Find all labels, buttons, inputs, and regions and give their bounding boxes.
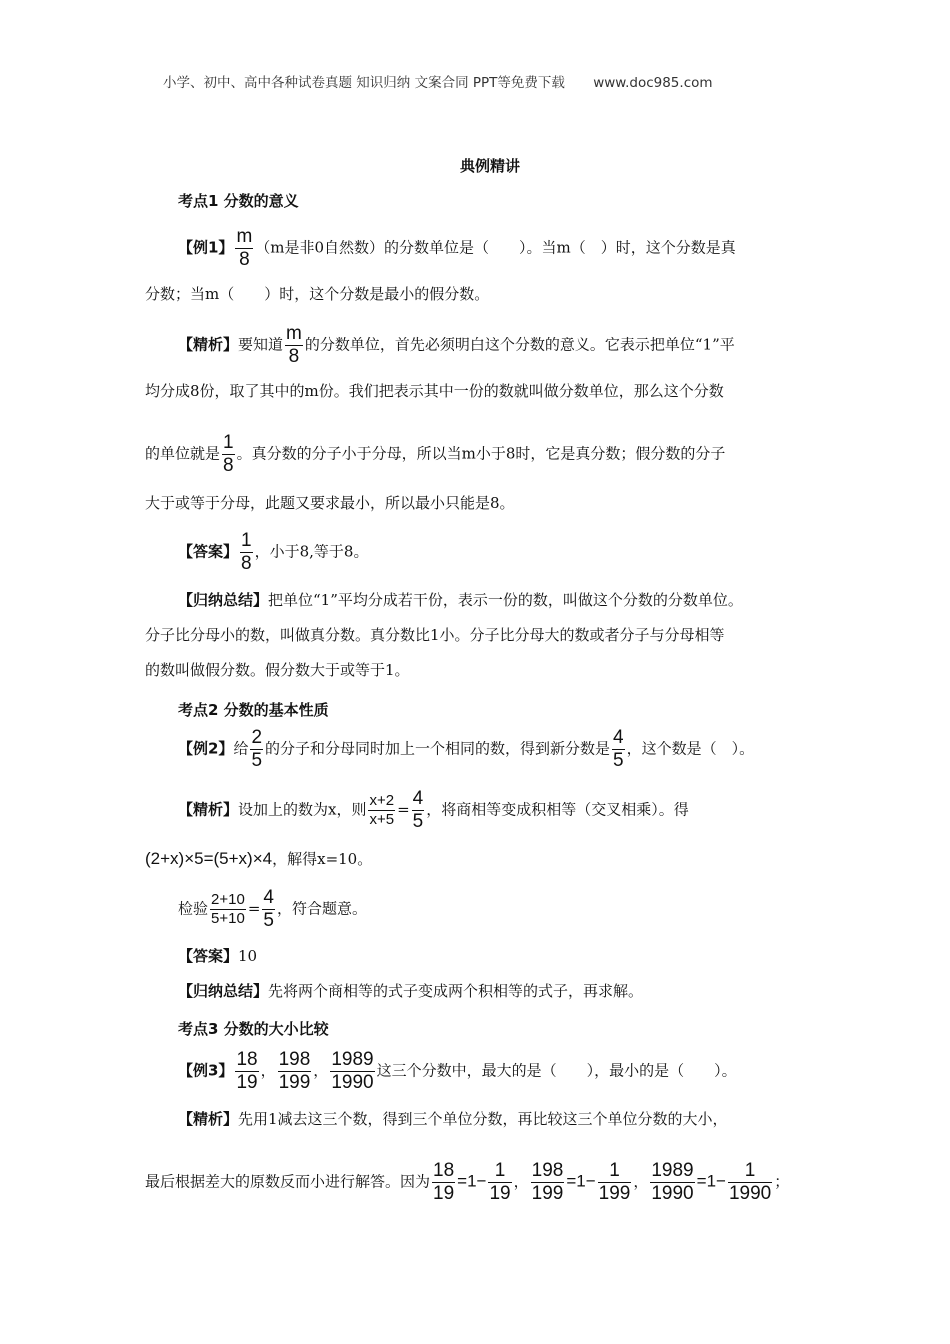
summary-2: 【归纳总结】先将两个商相等的式子变成两个积相等的式子，再求解。 — [178, 982, 644, 1000]
fraction: $\frac{4}{5}$ — [613, 727, 624, 771]
answer-tag: 【答案】 — [178, 947, 239, 965]
fraction: $\frac{1}{1990}$ — [728, 1160, 772, 1204]
answer-2: 【答案】10 — [178, 947, 258, 965]
header-text: 小学、初中、高中各种试卷真题 知识归纳 文案合同 PPT等免费下载 — [163, 75, 565, 91]
example-3: 【例3】 $\frac{18}{19}$ ， $\frac{198}{199}$ ， $\frac{1989}{1990}$ 这三个分数中，最大的是（ ），最小的是（ ）。 — [178, 1049, 737, 1093]
fraction: $\frac{1989}{1990}$ — [331, 1049, 374, 1093]
analysis-2-line2: (2+x)×5=(5+x)×4，解得x=10。 — [145, 849, 373, 868]
summary-tag: 【归纳总结】 — [178, 982, 269, 1000]
fraction: $\frac{m}{8}$ — [286, 323, 302, 367]
fraction: $\frac{2}{5}$ — [251, 727, 263, 771]
fraction: $\frac{1}{8}$ — [223, 432, 234, 476]
section-3-heading: 考点3 分数的大小比较 — [178, 1020, 329, 1038]
fraction: $\frac{x+2}{x+5}$ — [369, 792, 395, 828]
analysis-1-line3: 的单位就是 $\frac{1}{8}$ 。真分数的分子小于分母，所以当m小于8时，它是真分数；假分数的分子 — [145, 432, 726, 476]
section-1-heading: 考点1 分数的意义 — [178, 192, 299, 210]
fraction: $\frac{198}{199}$ — [278, 1049, 311, 1093]
example-text: （m是非0自然数）的分数单位是（ ）。当m（ ）时，这个分数是真 — [255, 238, 736, 257]
page-title: 典例精讲 — [460, 157, 521, 175]
fraction: $\frac{1}{199}$ — [598, 1160, 631, 1204]
summary-tag: 【归纳总结】 — [178, 591, 269, 609]
summary-1-line2: 分子比分母小的数，叫做真分数。真分数比1小。分子比分母大的数或者分子与分母相等 — [145, 626, 725, 644]
fraction: $\frac{18}{19}$ — [236, 1049, 258, 1093]
example-tag: 【例3】 — [178, 1061, 234, 1080]
fraction: $\frac{18}{19}$ — [433, 1160, 455, 1204]
answer-1: 【答案】 $\frac{1}{8}$ ，小于8,等于8。 — [178, 530, 369, 574]
analysis-tag: 【精析】 — [178, 335, 239, 354]
answer-tag: 【答案】 — [178, 542, 239, 561]
page-header — [163, 71, 713, 91]
equation: (2+x)×5=(5+x)×4 — [145, 849, 273, 868]
fraction: $\frac{1}{19}$ — [489, 1160, 511, 1204]
section-2-heading: 考点2 分数的基本性质 — [178, 701, 329, 719]
fraction: $\frac{m}{8}$ — [236, 226, 253, 270]
analysis-2: 【精析】设加上的数为x，则 $\frac{x+2}{x+5}$ = $\frac{4}{5}$ ，将商相等变成积相等（交叉相乘）。得 — [178, 788, 689, 832]
analysis-3: 【精析】先用1减去这三个数，得到三个单位分数，再比较这三个单位分数的大小， — [178, 1110, 728, 1128]
fraction: $\frac{4}{5}$ — [263, 887, 274, 931]
check-2: 检验 $\frac{2+10}{5+10}$ = $\frac{4}{5}$ ，符合题意。 — [178, 887, 367, 931]
analysis-1-line2: 均分成8份，取了其中的m份。我们把表示其中一份的数就叫做分数单位，那么这个分数 — [145, 382, 724, 400]
analysis-3-line2: 最后根据差大的原数反而小进行解答。因为 $\frac{18}{19}$ =1− $\frac{1}{19}$ ， $\frac{198}{199}$ =1− $\frac{1}{199}$ ， $\frac{1989}{1990}$ =1− $\frac{1}{1990}$ ； — [145, 1160, 790, 1204]
example-tag: 【例1】 — [178, 238, 234, 257]
analysis-1-line4: 大于或等于分母，此题又要求最小，所以最小只能是8。 — [145, 494, 515, 512]
fraction: $\frac{1}{8}$ — [241, 530, 252, 574]
fraction: $\frac{4}{5}$ — [412, 788, 424, 832]
header-url[interactable]: www.doc985.com — [593, 75, 713, 91]
example-tag: 【例2】 — [178, 739, 234, 758]
example-1 — [178, 226, 736, 271]
example-1-cont: 分数；当m（ ）时，这个分数是最小的假分数。 — [145, 285, 490, 303]
summary-1-line3: 的数叫做假分数。假分数大于或等于1。 — [145, 661, 410, 679]
fraction: $\frac{2+10}{5+10}$ — [211, 891, 245, 927]
fraction: $\frac{1989}{1990}$ — [651, 1160, 694, 1204]
example-2: 【例2】给 $\frac{2}{5}$ 的分子和分母同时加上一个相同的数，得到新分数是 $\frac{4}{5}$ ，这个数是（ ）。 — [178, 727, 755, 771]
analysis-1: 【精析】要知道 $\frac{m}{8}$ 的分数单位，首先必须明白这个分数的意义。它表示把单位“1”平 — [178, 323, 735, 367]
fraction: $\frac{198}{199}$ — [531, 1160, 564, 1204]
analysis-tag: 【精析】 — [178, 1110, 239, 1128]
analysis-tag: 【精析】 — [178, 800, 239, 819]
summary-1: 【归纳总结】把单位“1”平均分成若干份，表示一份的数，叫做这个分数的分数单位。 — [178, 591, 743, 609]
